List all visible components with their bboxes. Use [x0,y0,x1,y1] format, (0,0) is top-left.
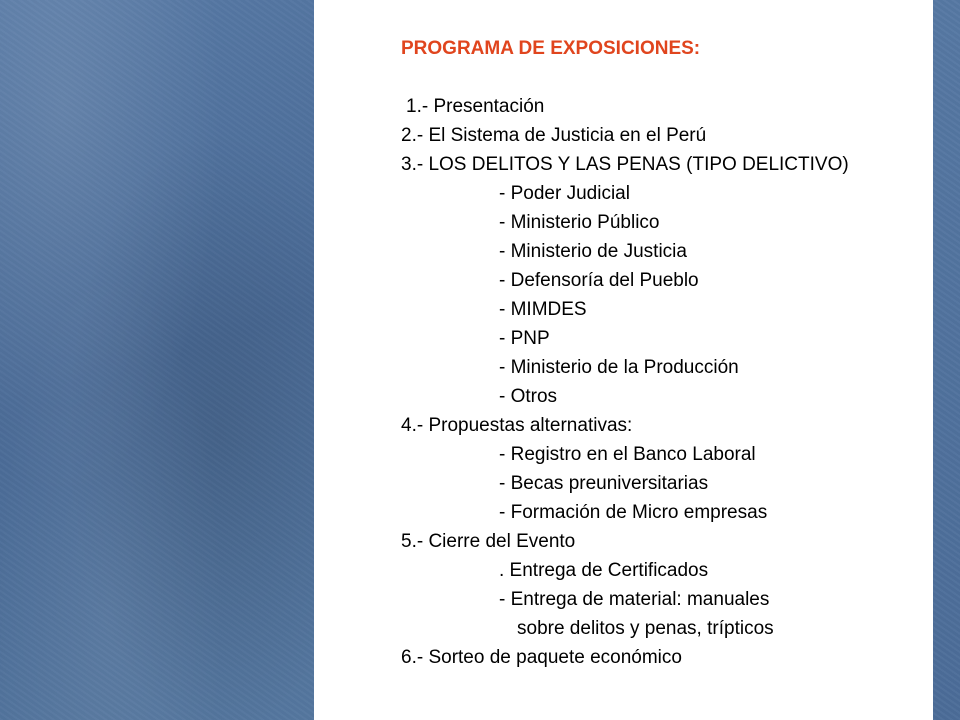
program-subitem: - Becas preuniversitarias [499,473,709,494]
program-subitem: - Poder Judicial [499,183,630,204]
program-subitem: . Entrega de Certificados [499,560,709,581]
program-subitem: - Ministerio de Justicia [499,241,687,262]
program-subitem-continuation: sobre delitos y penas, trípticos [517,618,774,639]
background-texture-right [933,0,960,720]
program-subitem: - PNP [499,328,550,349]
program-item-6: 6.- Sorteo de paquete económico [401,647,682,668]
program-subitem: - Ministerio Público [499,212,660,233]
program-content [401,34,921,672]
program-subitem: - Formación de Micro empresas [499,502,768,523]
background-texture-left [0,0,314,720]
program-item-1: 1.- Presentación [406,96,545,117]
program-subitem: - Registro en el Banco Laboral [499,444,756,465]
program-subitem: - MIMDES [499,299,587,320]
program-subitem: - Ministerio de la Producción [499,357,739,378]
program-title: PROGRAMA DE EXPOSICIONES: [401,38,701,59]
slide-panel [314,0,933,720]
program-item-2: 2.- El Sistema de Justicia en el Perú [401,125,707,146]
program-item-3: 3.- LOS DELITOS Y LAS PENAS (TIPO DELICTIVO) [401,154,849,175]
program-item-4: 4.- Propuestas alternativas: [401,415,633,436]
program-subitem: - Otros [499,386,558,407]
program-subitem: - Defensoría del Pueblo [499,270,699,291]
program-subitem: - Entrega de material: manuales [499,589,770,610]
program-item-5: 5.- Cierre del Evento [401,531,576,552]
